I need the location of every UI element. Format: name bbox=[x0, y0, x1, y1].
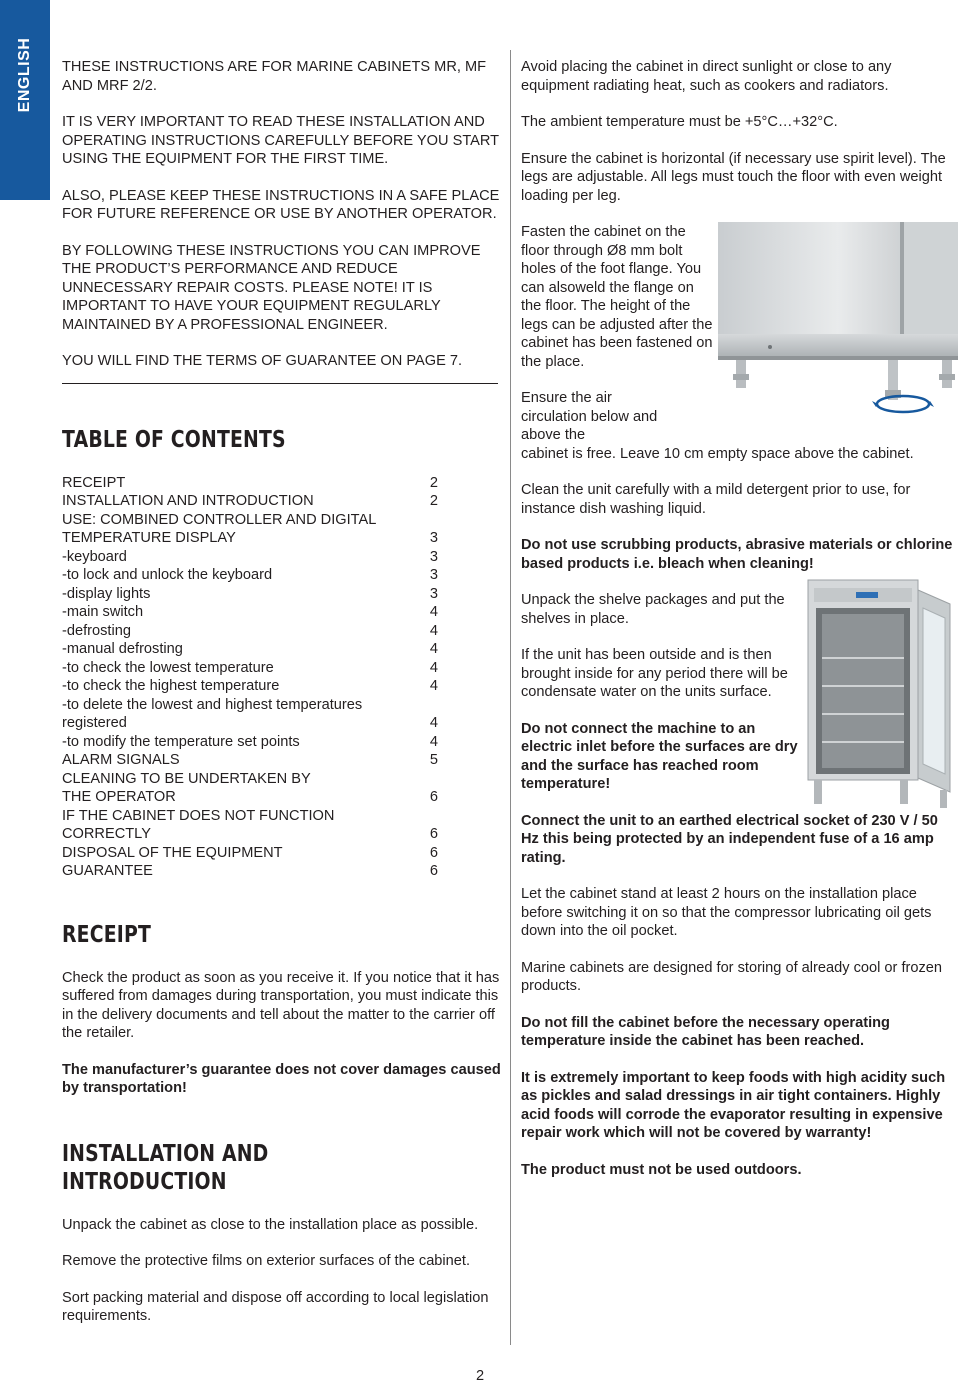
toc-item-title: -defrosting bbox=[62, 622, 131, 639]
toc-item bbox=[62, 788, 438, 807]
language-tab bbox=[0, 0, 50, 200]
toc-item bbox=[62, 825, 438, 844]
toc-item-title: -to delete the lowest and highest temperatures bbox=[62, 696, 363, 713]
toc-item bbox=[62, 844, 438, 863]
toc-item-title: USE: COMBINED CONTROLLER AND DIGITAL bbox=[62, 511, 377, 528]
toc-item bbox=[62, 511, 438, 530]
cabinet-legs-image bbox=[718, 222, 958, 452]
toc-item-title: -main switch bbox=[62, 604, 144, 620]
toc-item bbox=[62, 714, 438, 733]
condensate-paragraph: If the unit has been outside and is then brought inside for any period there will be condensate water on the units surface. bbox=[521, 647, 788, 700]
toc-item-title: INSTALLATION AND INTRODUCTION bbox=[62, 493, 314, 509]
toc-item-title: ALARM SIGNALS bbox=[62, 752, 180, 768]
page-number: 2 bbox=[475, 1368, 485, 1384]
intro-paragraph: YOU WILL FIND THE TERMS OF GUARANTEE ON PAGE 7. bbox=[62, 353, 463, 369]
temperature-paragraph: The ambient temperature must be +5°C…+32°C. bbox=[521, 114, 838, 130]
toc-item-page: 3 bbox=[429, 530, 438, 546]
intro-paragraph: ALSO, PLEASE KEEP THESE INSTRUCTIONS IN A SAFE PLACE FOR FUTURE REFERENCE OR USE BY ANOTHER OPERATOR. bbox=[62, 187, 500, 222]
toc-item-title: THE OPERATOR bbox=[62, 789, 176, 805]
toc-item bbox=[62, 677, 438, 696]
level-paragraph: Ensure the cabinet is horizontal (if necessary use spirit level). The legs are adjustable. All legs must touch the floor with even weight loading per leg. bbox=[521, 150, 946, 204]
toc-item-title: -to lock and unlock the keyboard bbox=[62, 567, 273, 583]
toc-item bbox=[62, 770, 438, 789]
marine-paragraph: Marine cabinets are designed for storing of already cool or frozen products. bbox=[521, 959, 943, 994]
standing-paragraph: Let the cabinet stand at least 2 hours on the installation place before switching it on so that the compressor lubricating oil gets down into the oil pocket. bbox=[521, 886, 932, 939]
toc-item-page: 3 bbox=[429, 585, 438, 602]
open-cabinet-image bbox=[800, 578, 958, 810]
toc-item bbox=[62, 659, 438, 678]
toc-item bbox=[62, 862, 438, 881]
shelves-paragraph: Unpack the shelve packages and put the shelves in place. bbox=[521, 592, 785, 627]
electric-warning: Do not connect the machine to an electric inlet before the surfaces are dry and the surface has reached room temperature! bbox=[521, 720, 798, 792]
intro-paragraph: IT IS VERY IMPORTANT TO READ THESE INSTALLATION AND OPERATING INSTRUCTIONS CAREFULLY BEFORE YOU START USING THE EQUIPMENT FOR THE FIRST TIME. bbox=[62, 114, 499, 167]
toc-item bbox=[62, 696, 438, 715]
toc-item-title: GUARANTEE bbox=[62, 863, 153, 879]
toc-item-page: 4 bbox=[429, 641, 438, 657]
toc-item bbox=[62, 585, 438, 604]
toc-item-page: 4 bbox=[429, 622, 438, 639]
toc-item-page: 4 bbox=[429, 678, 438, 694]
acidity-warning: It is extremely important to keep foods with high acidity such as pickles and salad dressings in air tight containers. Highly acid foods will corrode the evaporator resulting in expensive repair work which will not be covered by warranty! bbox=[521, 1069, 946, 1141]
cabinet-legs-illustration bbox=[718, 222, 958, 452]
placement-paragraph: Avoid placing the cabinet in direct sunlight or close to any equipment radiating heat, such as cookers and radiators. bbox=[521, 59, 892, 94]
toc-item-title: -keyboard bbox=[62, 548, 127, 565]
toc-item-title: IF THE CABINET DOES NOT FUNCTION bbox=[62, 807, 335, 824]
intro-paragraph: THESE INSTRUCTIONS ARE FOR MARINE CABINETS MR, MF AND MRF 2/2. bbox=[62, 59, 487, 94]
receipt-heading: RECEIPT bbox=[62, 921, 151, 948]
receipt-paragraph: Check the product as soon as you receive it. If you notice that it has suffered from damages during transportation, you must indicate this in the delivery documents and tell about the matter to the carrier off the retailer. bbox=[62, 969, 500, 1041]
installation-paragraph: Remove the protective films on exterior surfaces of the cabinet. bbox=[62, 1253, 471, 1269]
toc-item-page: 4 bbox=[429, 604, 438, 620]
toc-item-title: -to modify the temperature set points bbox=[62, 733, 300, 750]
toc-item bbox=[62, 640, 438, 659]
toc-item-page: 4 bbox=[429, 659, 438, 676]
installation-paragraph: Unpack the cabinet as close to the installation place as possible. bbox=[62, 1216, 479, 1233]
toc-item-title: CORRECTLY bbox=[62, 826, 151, 842]
toc-item bbox=[62, 566, 438, 585]
toc-item-page: 3 bbox=[429, 567, 438, 583]
toc-item bbox=[62, 548, 438, 567]
toc-item-title: DISPOSAL OF THE EQUIPMENT bbox=[62, 844, 283, 861]
toc-item-page: 2 bbox=[429, 474, 438, 491]
toc-item-title: RECEIPT bbox=[62, 474, 126, 491]
toc-item-page: 6 bbox=[429, 789, 438, 805]
toc-item-page: 5 bbox=[429, 752, 438, 768]
toc-item-page: 2 bbox=[429, 493, 438, 509]
open-cabinet-illustration bbox=[800, 578, 958, 810]
toc-item bbox=[62, 807, 438, 826]
socket-paragraph: Connect the unit to an earthed electrical socket of 230 V / 50 Hz this being protected by an independent fuse of a 16 amp rating. bbox=[521, 812, 938, 866]
air-circulation-text: Ensure the air circulation below and above the bbox=[521, 390, 658, 443]
toc-item bbox=[62, 622, 438, 641]
toc-item bbox=[62, 733, 438, 752]
toc-item-title: CLEANING TO BE UNDERTAKEN BY bbox=[62, 770, 311, 787]
installation-paragraph: Sort packing material and dispose off according to local legislation requirements. bbox=[62, 1289, 489, 1324]
toc-item-title: -to check the lowest temperature bbox=[62, 659, 274, 676]
toc-item-title: registered bbox=[62, 715, 127, 731]
cleaning-warning: Do not use scrubbing products, abrasive materials or chlorine based products i.e. bleach when cleaning! bbox=[521, 537, 953, 572]
toc-item bbox=[62, 751, 438, 770]
toc-item bbox=[62, 529, 438, 548]
toc-item-page: 6 bbox=[429, 844, 438, 861]
air-circulation-text: cabinet is free. Leave 10 cm empty space above the cabinet. bbox=[521, 445, 914, 462]
toc-item-title: TEMPERATURE DISPLAY bbox=[62, 530, 236, 546]
left-column bbox=[62, 58, 502, 1344]
section-rule bbox=[62, 383, 498, 384]
cleaning-paragraph: Clean the unit carefully with a mild detergent prior to use, for instance dish washing liquid. bbox=[521, 482, 911, 517]
toc-item-page: 4 bbox=[429, 733, 438, 750]
outdoors-warning: The product must not be used outdoors. bbox=[521, 1161, 802, 1178]
toc-item bbox=[62, 474, 438, 493]
intro-paragraph: BY FOLLOWING THESE INSTRUCTIONS YOU CAN IMPROVE THE PRODUCT’S PERFORMANCE AND REDUCE UNNECESSARY REPAIR COSTS. PLEASE NOTE! IT IS IMPORTANT TO HAVE YOUR EQUIPMENT REGULARLY MAINTAINED BY A PROFESSIONAL ENGINEER. bbox=[62, 242, 481, 333]
toc-item-page: 3 bbox=[429, 548, 438, 565]
toc-item-page: 6 bbox=[429, 863, 438, 879]
toc-item-page: 6 bbox=[429, 826, 438, 842]
installation-heading: INSTALLATION AND INTRODUCTION bbox=[62, 1140, 269, 1195]
language-tab-label: ENGLISH bbox=[16, 37, 33, 113]
toc-item-title: -display lights bbox=[62, 585, 151, 602]
column-divider bbox=[510, 50, 511, 1345]
toc-item-title: -to check the highest temperature bbox=[62, 678, 280, 694]
toc-item-page: 4 bbox=[429, 715, 438, 731]
toc-item-title: -manual defrosting bbox=[62, 641, 183, 657]
fill-warning: Do not fill the cabinet before the necessary operating temperature inside the cabinet has been reached. bbox=[521, 1014, 890, 1049]
toc-heading: TABLE OF CONTENTS bbox=[62, 426, 286, 453]
toc-item bbox=[62, 603, 438, 622]
receipt-warning: The manufacturer’s guarantee does not cover damages caused by transportation! bbox=[62, 1061, 501, 1096]
toc-item bbox=[62, 492, 438, 511]
fastening-paragraph: Fasten the cabinet on the floor through Ø8 mm bolt holes of the foot flange. You can alsoweld the flange on the floor. The height of the legs can be adjusted after the cabinet has been fastened on the place. bbox=[521, 224, 713, 370]
table-of-contents bbox=[62, 474, 438, 881]
